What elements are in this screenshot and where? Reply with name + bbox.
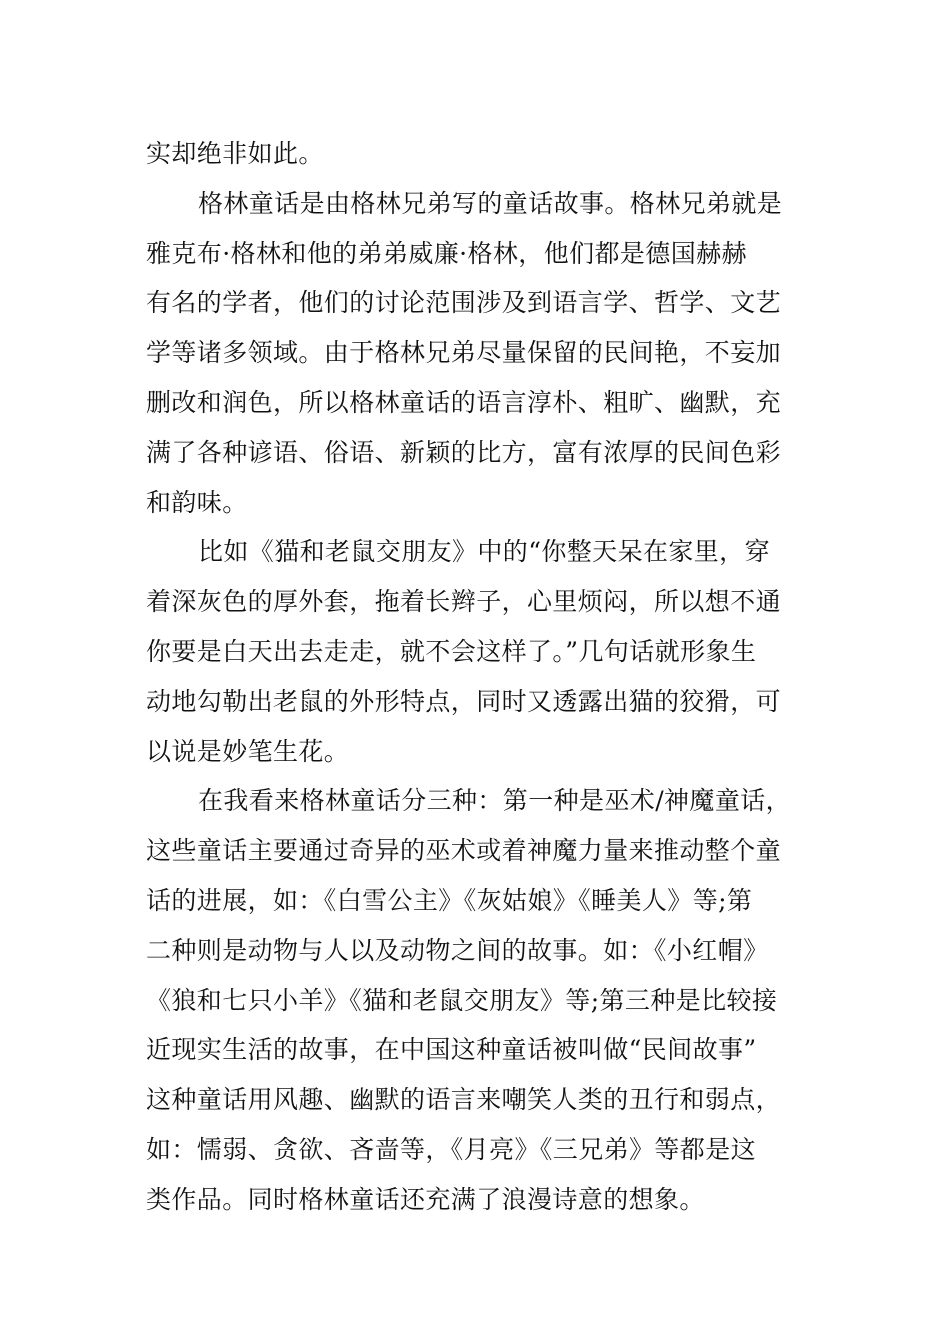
text-line: 着深灰色的厚外套，拖着长辫子，心里烦闷，所以想不通 (146, 587, 782, 617)
text-line: 如：懦弱、贪欲、吝啬等，《月亮》《三兄弟》等都是这 (146, 1134, 757, 1164)
text-line: 雅克布·格林和他的弟弟威廉·格林，他们都是德国赫赫 (146, 238, 747, 268)
body-text (146, 129, 816, 1225)
text-line: 这些童话主要通过奇异的巫术或着神魔力量来推动整个童 (146, 836, 782, 866)
text-line: 满了各种谚语、俗语、新颖的比方，富有浓厚的民间色彩 (146, 437, 782, 467)
text-line: 实却绝非如此。 (146, 139, 324, 168)
text-line: 以说是妙笔生花。 (146, 736, 350, 766)
text-line: 在我看来格林童话分三种：第一种是巫术/神魔童话， (198, 786, 792, 816)
text-line: 比如《猫和老鼠交朋友》中的“你整天呆在家里，穿 (198, 537, 770, 567)
text-line: 近现实生活的故事，在中国这种童话被叫做“民间故事” (146, 1035, 757, 1065)
text-line: 动地勾勒出老鼠的外形特点，同时又透露出猫的狡猾，可 (146, 686, 782, 716)
text-line: 和韵味。 (146, 487, 248, 517)
text-line: 《狼和七只小羊》《猫和老鼠交朋友》等;第三种是比较接 (146, 985, 778, 1015)
text-line: 二种则是动物与人以及动物之间的故事。如：《小红帽》 (146, 935, 769, 965)
text-line: 话的进展，如：《白雪公主》《灰姑娘》《睡美人》等;第 (146, 885, 753, 915)
text-line: 这种童话用风趣、幽默的语言来嘲笑人类的丑行和弱点， (146, 1085, 782, 1115)
text-line: 学等诸多领域。由于格林兄弟尽量保留的民间艳，不妄加 (146, 338, 782, 368)
text-line: 格林童话是由格林兄弟写的童话故事。格林兄弟就是 (198, 188, 783, 218)
text-line: 删改和润色，所以格林童话的语言淳朴、粗旷、幽默，充 (146, 387, 782, 417)
text-line: 有名的学者，他们的讨论范围涉及到语言学、哲学、文艺 (146, 288, 782, 318)
text-line: 你要是白天出去走走，就不会这样了。”几句话就形象生 (146, 636, 757, 666)
text-line: 类作品。同时格林童话还充满了浪漫诗意的想象。 (146, 1184, 705, 1214)
